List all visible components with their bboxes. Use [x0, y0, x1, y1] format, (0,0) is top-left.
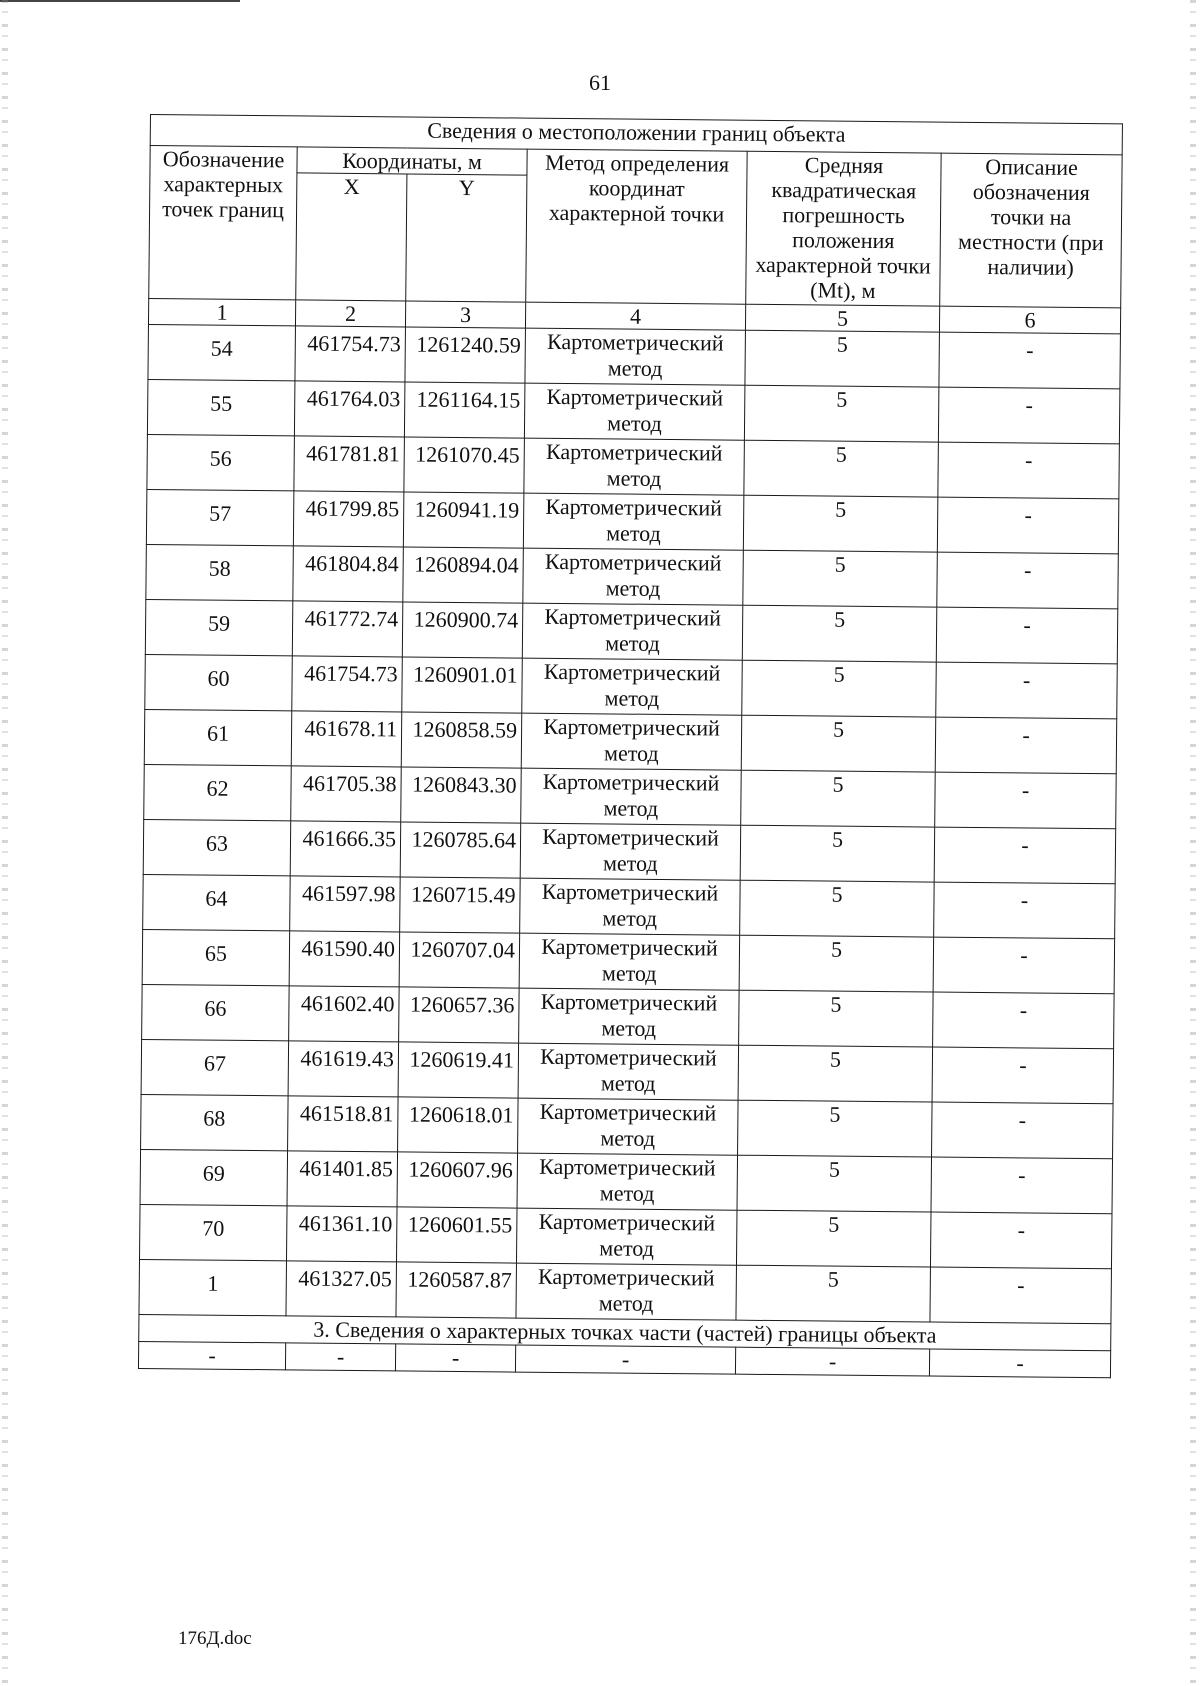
- y-coordinate-cell: 1260785.64: [400, 822, 521, 878]
- error-cell: 5: [743, 550, 938, 607]
- point-cell: 55: [147, 379, 295, 435]
- y-coordinate-cell: 1260657.36: [399, 987, 520, 1043]
- x-coordinate-cell: 461678.11: [291, 711, 402, 767]
- x-coordinate-cell: 461361.10: [286, 1206, 397, 1262]
- point-cell: 65: [142, 929, 290, 985]
- point-cell: 61: [144, 709, 292, 765]
- description-cell: -: [937, 497, 1119, 554]
- description-cell: -: [938, 387, 1120, 444]
- x-coordinate-cell: 461772.74: [292, 601, 403, 657]
- method-cell: Картометрический метод: [519, 933, 740, 990]
- error-cell: 5: [736, 1210, 931, 1267]
- y-coordinate-cell: 1260900.74: [402, 602, 523, 658]
- point-cell: 69: [140, 1149, 288, 1205]
- section3-cell: -: [138, 1341, 285, 1369]
- table-row: [146, 489, 1119, 553]
- error-cell: 5: [738, 1100, 933, 1157]
- footer-filename: 176Д.doc: [178, 1628, 252, 1649]
- page-number: 61: [589, 70, 611, 95]
- description-cell: -: [938, 442, 1120, 499]
- error-cell: 5: [737, 1155, 932, 1212]
- method-cell: Картометрический метод: [519, 988, 740, 1045]
- method-cell: Картометрический метод: [520, 823, 741, 880]
- description-cell: -: [935, 717, 1117, 774]
- y-coordinate-cell: 1261240.59: [405, 327, 526, 383]
- x-coordinate-cell: 461401.85: [287, 1151, 398, 1207]
- error-cell: 5: [744, 385, 939, 442]
- error-cell: 5: [736, 1265, 931, 1322]
- y-coordinate-cell: 1260858.59: [401, 712, 522, 768]
- boundary-points-table: [138, 114, 1123, 1378]
- column-number: 1: [148, 298, 295, 325]
- table-row: [143, 819, 1116, 883]
- description-cell: -: [933, 992, 1115, 1049]
- description-cell: -: [934, 827, 1116, 884]
- x-coordinate-cell: 461754.73: [295, 326, 406, 382]
- y-coordinate-cell: 1260843.30: [401, 767, 522, 823]
- error-cell: 5: [743, 495, 938, 552]
- point-cell: 60: [145, 654, 293, 710]
- method-cell: Картометрический метод: [516, 1208, 737, 1265]
- description-cell: -: [936, 607, 1118, 664]
- description-cell: -: [932, 1047, 1114, 1104]
- table-row: [147, 434, 1120, 498]
- error-cell: 5: [738, 1045, 933, 1102]
- section3-cell: -: [395, 1344, 515, 1372]
- description-cell: -: [930, 1267, 1112, 1324]
- method-cell: Картометрический метод: [520, 878, 741, 935]
- method-cell: Картометрический метод: [518, 1043, 739, 1100]
- header-y: Y: [406, 174, 527, 302]
- point-cell: 63: [143, 819, 291, 875]
- method-cell: Картометрический метод: [523, 493, 744, 550]
- description-cell: -: [933, 937, 1115, 994]
- column-number: 2: [295, 300, 405, 327]
- point-cell: 58: [146, 544, 294, 600]
- table-row: [145, 654, 1118, 718]
- point-cell: 54: [148, 324, 296, 380]
- method-cell: Картометрический метод: [525, 328, 746, 385]
- method-cell: Картометрический метод: [524, 438, 745, 495]
- scan-edge-right: [1190, 0, 1196, 1686]
- y-coordinate-cell: 1260601.55: [396, 1207, 517, 1263]
- description-cell: -: [930, 1212, 1112, 1269]
- section3-cell: -: [929, 1349, 1110, 1378]
- x-coordinate-cell: 461327.05: [286, 1261, 397, 1317]
- table-row: [142, 929, 1115, 993]
- section3-title: 3. Сведения о характерных точках части (частей) границы объекта: [139, 1314, 1111, 1350]
- method-cell: Картометрический метод: [518, 1098, 739, 1155]
- table-row: [143, 874, 1116, 938]
- point-cell: 70: [140, 1204, 288, 1260]
- x-coordinate-cell: 461705.38: [291, 766, 402, 822]
- x-coordinate-cell: 461619.43: [288, 1041, 399, 1097]
- error-cell: 5: [741, 715, 936, 772]
- x-coordinate-cell: 461804.84: [293, 546, 404, 602]
- error-cell: 5: [739, 990, 934, 1047]
- method-cell: Картометрический метод: [523, 548, 744, 605]
- description-cell: -: [934, 882, 1116, 939]
- section3-cell: -: [285, 1343, 395, 1371]
- point-cell: 59: [145, 599, 293, 655]
- y-coordinate-cell: 1260894.04: [403, 547, 524, 603]
- error-cell: 5: [741, 770, 936, 827]
- y-coordinate-cell: 1260587.87: [396, 1262, 517, 1318]
- method-cell: Картометрический метод: [516, 1263, 737, 1320]
- error-cell: 5: [744, 440, 939, 497]
- x-coordinate-cell: 461602.40: [289, 986, 400, 1042]
- table-row: [139, 1259, 1112, 1323]
- x-coordinate-cell: 461754.73: [292, 656, 403, 712]
- header-x: X: [296, 173, 407, 301]
- header-method: Метод определения координат характерной точки: [526, 149, 747, 304]
- section3-cell: -: [735, 1347, 929, 1376]
- point-cell: 66: [142, 984, 290, 1040]
- x-coordinate-cell: 461590.40: [289, 931, 400, 987]
- point-cell: 1: [139, 1259, 287, 1315]
- y-coordinate-cell: 1260707.04: [399, 932, 520, 988]
- point-cell: 67: [141, 1039, 289, 1095]
- error-cell: 5: [742, 605, 937, 662]
- y-coordinate-cell: 1260619.41: [398, 1042, 519, 1098]
- method-cell: Картометрический метод: [521, 713, 742, 770]
- description-cell: -: [932, 1102, 1114, 1159]
- error-cell: 5: [740, 825, 935, 882]
- y-coordinate-cell: 1260715.49: [400, 877, 521, 933]
- x-coordinate-cell: 461764.03: [294, 381, 405, 437]
- column-number: 6: [939, 306, 1120, 334]
- table-row: [148, 324, 1121, 388]
- error-cell: 5: [739, 935, 934, 992]
- table-row: [144, 764, 1117, 828]
- table-row: [142, 984, 1115, 1048]
- method-cell: Картометрический метод: [517, 1153, 738, 1210]
- table-row: [141, 1039, 1114, 1103]
- point-cell: 57: [146, 489, 294, 545]
- point-cell: 68: [141, 1094, 289, 1150]
- header-description: Описание обозначения точки на местности (при наличии): [940, 153, 1123, 308]
- table-row: [147, 379, 1120, 443]
- column-number: 4: [525, 302, 745, 330]
- point-cell: 56: [147, 434, 295, 490]
- description-cell: -: [935, 772, 1117, 829]
- x-coordinate-cell: 461781.81: [294, 436, 405, 492]
- y-coordinate-cell: 1260941.19: [403, 492, 524, 548]
- table-row: [145, 599, 1118, 663]
- header-error: Средняя квадратическая погрешность положения характерной точки (Mt), м: [746, 151, 941, 306]
- error-cell: 5: [740, 880, 935, 937]
- column-number: 3: [405, 301, 525, 328]
- y-coordinate-cell: 1261164.15: [404, 382, 525, 438]
- scan-edge-left: [2, 0, 8, 1686]
- top-rule: [0, 0, 240, 2]
- description-cell: -: [937, 552, 1119, 609]
- table-row: [144, 709, 1117, 773]
- y-coordinate-cell: 1260618.01: [398, 1097, 519, 1153]
- description-cell: -: [939, 332, 1121, 389]
- header-point-designation: Обозначение характерных точек границ: [149, 146, 297, 300]
- table-title: Сведения о местоположении границ объекта: [150, 115, 1122, 155]
- table-row: [141, 1094, 1114, 1158]
- table-row: [146, 544, 1119, 608]
- method-cell: Картометрический метод: [522, 658, 743, 715]
- description-cell: -: [931, 1157, 1113, 1214]
- method-cell: Картометрический метод: [521, 768, 742, 825]
- x-coordinate-cell: 461666.35: [290, 821, 401, 877]
- data-rows: [139, 324, 1121, 1323]
- table-row: [140, 1204, 1113, 1268]
- point-cell: 64: [143, 874, 291, 930]
- description-cell: -: [936, 662, 1118, 719]
- x-coordinate-cell: 461518.81: [288, 1096, 399, 1152]
- point-cell: 62: [144, 764, 292, 820]
- y-coordinate-cell: 1260607.96: [397, 1152, 518, 1208]
- error-cell: 5: [742, 660, 937, 717]
- error-cell: 5: [745, 330, 940, 387]
- table-row: [140, 1149, 1113, 1213]
- method-cell: Картометрический метод: [524, 383, 745, 440]
- method-cell: Картометрический метод: [522, 603, 743, 660]
- column-number: 5: [745, 304, 939, 332]
- y-coordinate-cell: 1260901.01: [402, 657, 523, 713]
- header-coordinates: Координаты, м: [297, 147, 527, 175]
- x-coordinate-cell: 461799.85: [293, 491, 404, 547]
- x-coordinate-cell: 461597.98: [290, 876, 401, 932]
- section3-cell: -: [515, 1345, 735, 1374]
- y-coordinate-cell: 1261070.45: [404, 437, 525, 493]
